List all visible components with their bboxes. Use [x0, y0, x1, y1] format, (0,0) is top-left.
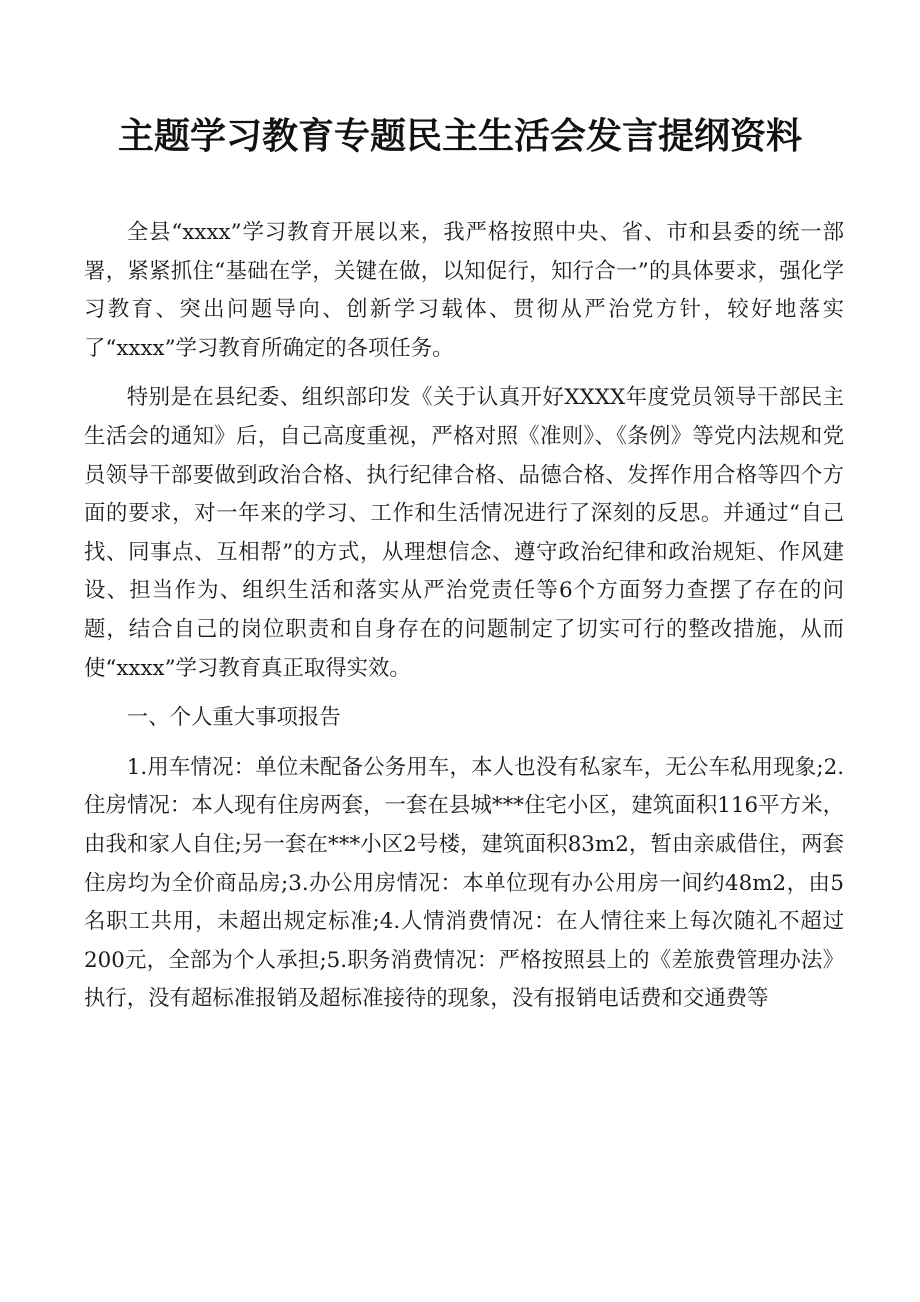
section-paragraph: 1.用车情况：单位未配备公务用车，本人也没有私家车，无公车私用现象;2.住房情况：本人现有住房两套，一套在县城***住宅小区，建筑面积116平方米，由我和家人自住;另一套在***小区2号楼，建筑面积83m2，暂由亲戚借住，两套住房均为全价商品房;3.办公用房情况：本单位现有办公用房一间约48m2，由5名职工共用，未超出规定标准;4.人情消费情况：在人情往来上每次随礼不超过200元，全部为个人承担;5.职务消费情况：严格按照县上的《差旅费管理办法》执行，没有超标准报销及超标准接待的现象，没有报销电话费和交通费等 [84, 754, 844, 1012]
document-title: 主题学习教育专题民主生活会发言提纲资料 [117, 115, 802, 157]
intro-paragraph: 全县“xxxx”学习教育开展以来，我严格按照中央、省、市和县委的统一部署，紧紧抓住“基础在学，关键在做，以知促行，知行合一”的具体要求，强化学习教育、突出问题导向、创新学习载体、贯彻从严治党方针，较好地落实了“xxxx”学习教育所确定的各项任务。 [84, 220, 844, 361]
context-paragraph: 特别是在县纪委、组织部印发《关于认真开好XXXX年度党员领导干部民主生活会的通知》后，自己高度重视，严格对照《准则》、《条例》等党内法规和党员领导干部要做到政治合格、执行纪律合格、品德合格、发挥作用合格等四个方面的要求，对一年来的学习、工作和生活情况进行了深刻的反思。并通过“自己找、同事点、互相帮”的方式，从理想信念、遵守政治纪律和政治规矩、作风建设、担当作为、组织生活和落实从严治党责任等6个方面努力查摆了存在的问题，结合自己的岗位职责和自身存在的问题制定了切实可行的整改措施，从而使“xxxx”学习教育真正取得实效。 [84, 385, 844, 681]
document-body [84, 214, 844, 1030]
section-heading: 一、个人重大事项报告 [126, 705, 341, 731]
